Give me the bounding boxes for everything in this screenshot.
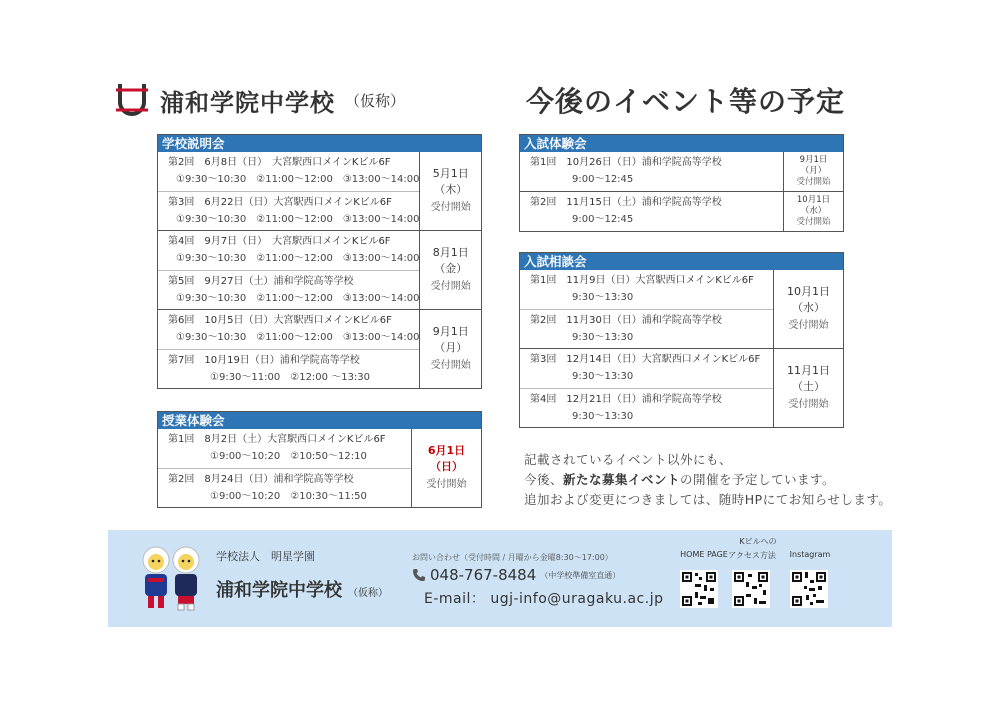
event-times: ①9:00～10:20 ②10:30～11:50 — [210, 491, 367, 502]
reception-label: 受付開始 — [426, 479, 467, 490]
organization-name: 学校法人 明星学園 — [216, 550, 315, 563]
reception-label: 受付開始 — [430, 202, 471, 213]
reception-cell — [419, 231, 481, 309]
reception-date: 10月1日 — [787, 285, 830, 298]
phone-number[interactable]: 048-767-8484 （中学校準備室直通） — [412, 566, 620, 584]
event-times: 9:00～12:45 — [572, 174, 634, 185]
reception-cell — [783, 192, 843, 231]
school-logo-icon — [112, 80, 152, 120]
event-line: 第1回 11月9日（日）大宮駅西口メインKビル6F — [530, 275, 754, 286]
footer-school-name: 浦和学院中学校 （仮称） — [216, 580, 388, 601]
event-line: 第2回 8月24日（日）浦和学院高等学校 — [168, 474, 354, 485]
email-link[interactable]: E-mail： ugj-info@uragaku.ac.jp — [424, 591, 664, 607]
reception-weekday: （金） — [434, 262, 468, 275]
reception-date: 9月1日 — [432, 325, 469, 338]
event-row — [520, 349, 773, 388]
event-group — [520, 348, 843, 427]
page-title: 今後のイベント等の予定 — [526, 85, 846, 118]
event-group — [520, 191, 843, 231]
reception-date: 11月1日 — [787, 364, 830, 377]
qr-label-access-top: Kビルへの — [739, 537, 777, 546]
inquiry-label: お問い合わせ（受付時間 / 月曜から金曜8:30～17:00） — [412, 553, 613, 562]
reception-label: 受付開始 — [788, 320, 829, 331]
qr-label-homepage: HOME PAGE — [680, 550, 728, 559]
event-times: 9:30～13:30 — [572, 332, 634, 343]
event-row — [158, 468, 411, 507]
event-line: 第2回 11月30日（日）浦和学院高等学校 — [530, 315, 722, 326]
event-times: 9:30～13:30 — [572, 371, 634, 382]
event-times: 9:30～13:30 — [572, 411, 634, 422]
section-title: 学校説明会 — [158, 135, 481, 152]
event-group — [158, 152, 481, 230]
reception-weekday: （土） — [792, 380, 825, 393]
event-line: 第1回 8月2日（土）大宮駅西口メインKビル6F — [168, 434, 386, 445]
event-group — [158, 230, 481, 309]
school-title-suffix: （仮称） — [345, 91, 406, 110]
event-group — [158, 429, 481, 507]
event-row — [158, 429, 411, 468]
reception-label: 受付開始 — [430, 360, 471, 371]
reception-cell — [783, 152, 843, 191]
event-line: 第3回 6月22日（日）大宮駅西口メインKビル6F — [168, 197, 392, 208]
qr-code-access-icon[interactable] — [732, 570, 770, 608]
reception-cell — [419, 152, 481, 230]
notice-text — [524, 450, 891, 510]
event-times: ①9:30～10:30 ②11:00～12:00 ③13:00～14:00 — [176, 293, 420, 304]
reception-cell — [419, 310, 481, 388]
section-title: 入試相談会 — [520, 253, 843, 270]
mascot-illustration-icon — [136, 544, 206, 614]
event-times: ①9:30～10:30 ②11:00～12:00 ③13:00～14:00 — [176, 214, 420, 225]
reception-date: 9月1日 — [799, 155, 828, 165]
event-times: ①9:00～10:20 ②10:50～12:10 — [210, 451, 367, 462]
reception-date: 5月1日 — [432, 167, 469, 180]
event-row — [158, 231, 419, 270]
event-line: 第2回 11月15日（土）浦和学院高等学校 — [530, 197, 722, 208]
event-row — [158, 191, 419, 230]
reception-label: 受付開始 — [796, 217, 831, 227]
event-line: 第1回 10月26日（日）浦和学院高等学校 — [530, 157, 722, 168]
qr-code-homepage-icon[interactable] — [680, 570, 718, 608]
reception-weekday: （月） — [800, 166, 827, 176]
reception-date: 10月1日 — [796, 195, 831, 205]
phone-icon — [412, 568, 426, 582]
event-row — [158, 152, 419, 191]
notice-line: 追加および変更につきましては、随時HPにてお知らせします。 — [524, 492, 892, 507]
event-row — [520, 309, 773, 348]
event-row — [520, 192, 783, 231]
event-line: 第4回 12月21日（日）浦和学院高等学校 — [530, 394, 722, 405]
reception-cell — [411, 429, 481, 507]
event-row — [520, 152, 783, 191]
jugyo-section — [157, 411, 482, 508]
notice-emphasis: 新たな募集イベント — [563, 472, 681, 487]
event-times: ①9:30～10:30 ②11:00～12:00 ③13:00～14:00 — [176, 253, 420, 264]
reception-weekday: （水） — [792, 301, 825, 314]
reception-label: 受付開始 — [796, 177, 831, 187]
event-line: 第4回 9月7日（日） 大宮駅西口メインKビル6F — [168, 236, 391, 247]
setsumeikai-section — [157, 134, 482, 389]
notice-line: 記載されているイベント以外にも、 — [524, 452, 733, 467]
event-row — [520, 388, 773, 427]
reception-label: 受付開始 — [788, 399, 829, 410]
event-times: ①9:30～10:30 ②11:00～12:00 ③13:00～14:00 — [176, 332, 420, 343]
event-row — [158, 270, 419, 309]
event-row — [520, 270, 773, 309]
event-line: 第5回 9月27日（土）浦和学院高等学校 — [168, 276, 354, 287]
event-group — [520, 152, 843, 191]
reception-date: 8月1日 — [432, 246, 469, 259]
event-times: ①9:30～10:30 ②11:00～12:00 ③13:00～14:00 — [176, 174, 420, 185]
nyushi-taiken-section — [519, 134, 844, 232]
event-times: ①9:30～11:00 ②12:00 ～13:30 — [210, 372, 371, 383]
reception-weekday: （日） — [430, 460, 463, 473]
event-group — [158, 309, 481, 388]
event-line: 第2回 6月8日（日） 大宮駅西口メインKビル6F — [168, 157, 391, 168]
qr-label-instagram: Instagram — [789, 550, 831, 559]
reception-weekday: （水） — [800, 206, 827, 216]
reception-weekday: （月） — [434, 341, 468, 354]
school-title: 浦和学院中学校 — [160, 88, 335, 117]
reception-weekday: （木） — [434, 183, 468, 196]
notice-line: 今後、新たな募集イベントの開催を予定しています。 — [524, 472, 836, 487]
section-title: 入試体験会 — [520, 135, 843, 152]
footer — [108, 530, 892, 627]
reception-cell — [773, 349, 843, 427]
event-times: 9:30～13:30 — [572, 292, 634, 303]
event-row — [158, 310, 419, 349]
reception-label: 受付開始 — [430, 281, 471, 292]
event-line: 第7回 10月19日（日）浦和学院高等学校 — [168, 355, 360, 366]
section-title: 授業体験会 — [158, 412, 481, 429]
reception-date: 6月1日 — [427, 444, 466, 457]
qr-code-instagram-icon[interactable] — [790, 570, 828, 608]
event-line: 第3回 12月14日（日）大宮駅西口メインKビル6F — [530, 354, 761, 365]
event-row — [158, 349, 419, 388]
qr-label-access: アクセス方法 — [728, 551, 776, 560]
event-group — [520, 270, 843, 348]
header-left — [112, 80, 405, 120]
reception-cell — [773, 270, 843, 348]
nyushi-sodan-section — [519, 252, 844, 428]
event-line: 第6回 10月5日（日）大宮駅西口メインKビル6F — [168, 315, 392, 326]
event-times: 9:00～12:45 — [572, 214, 634, 225]
